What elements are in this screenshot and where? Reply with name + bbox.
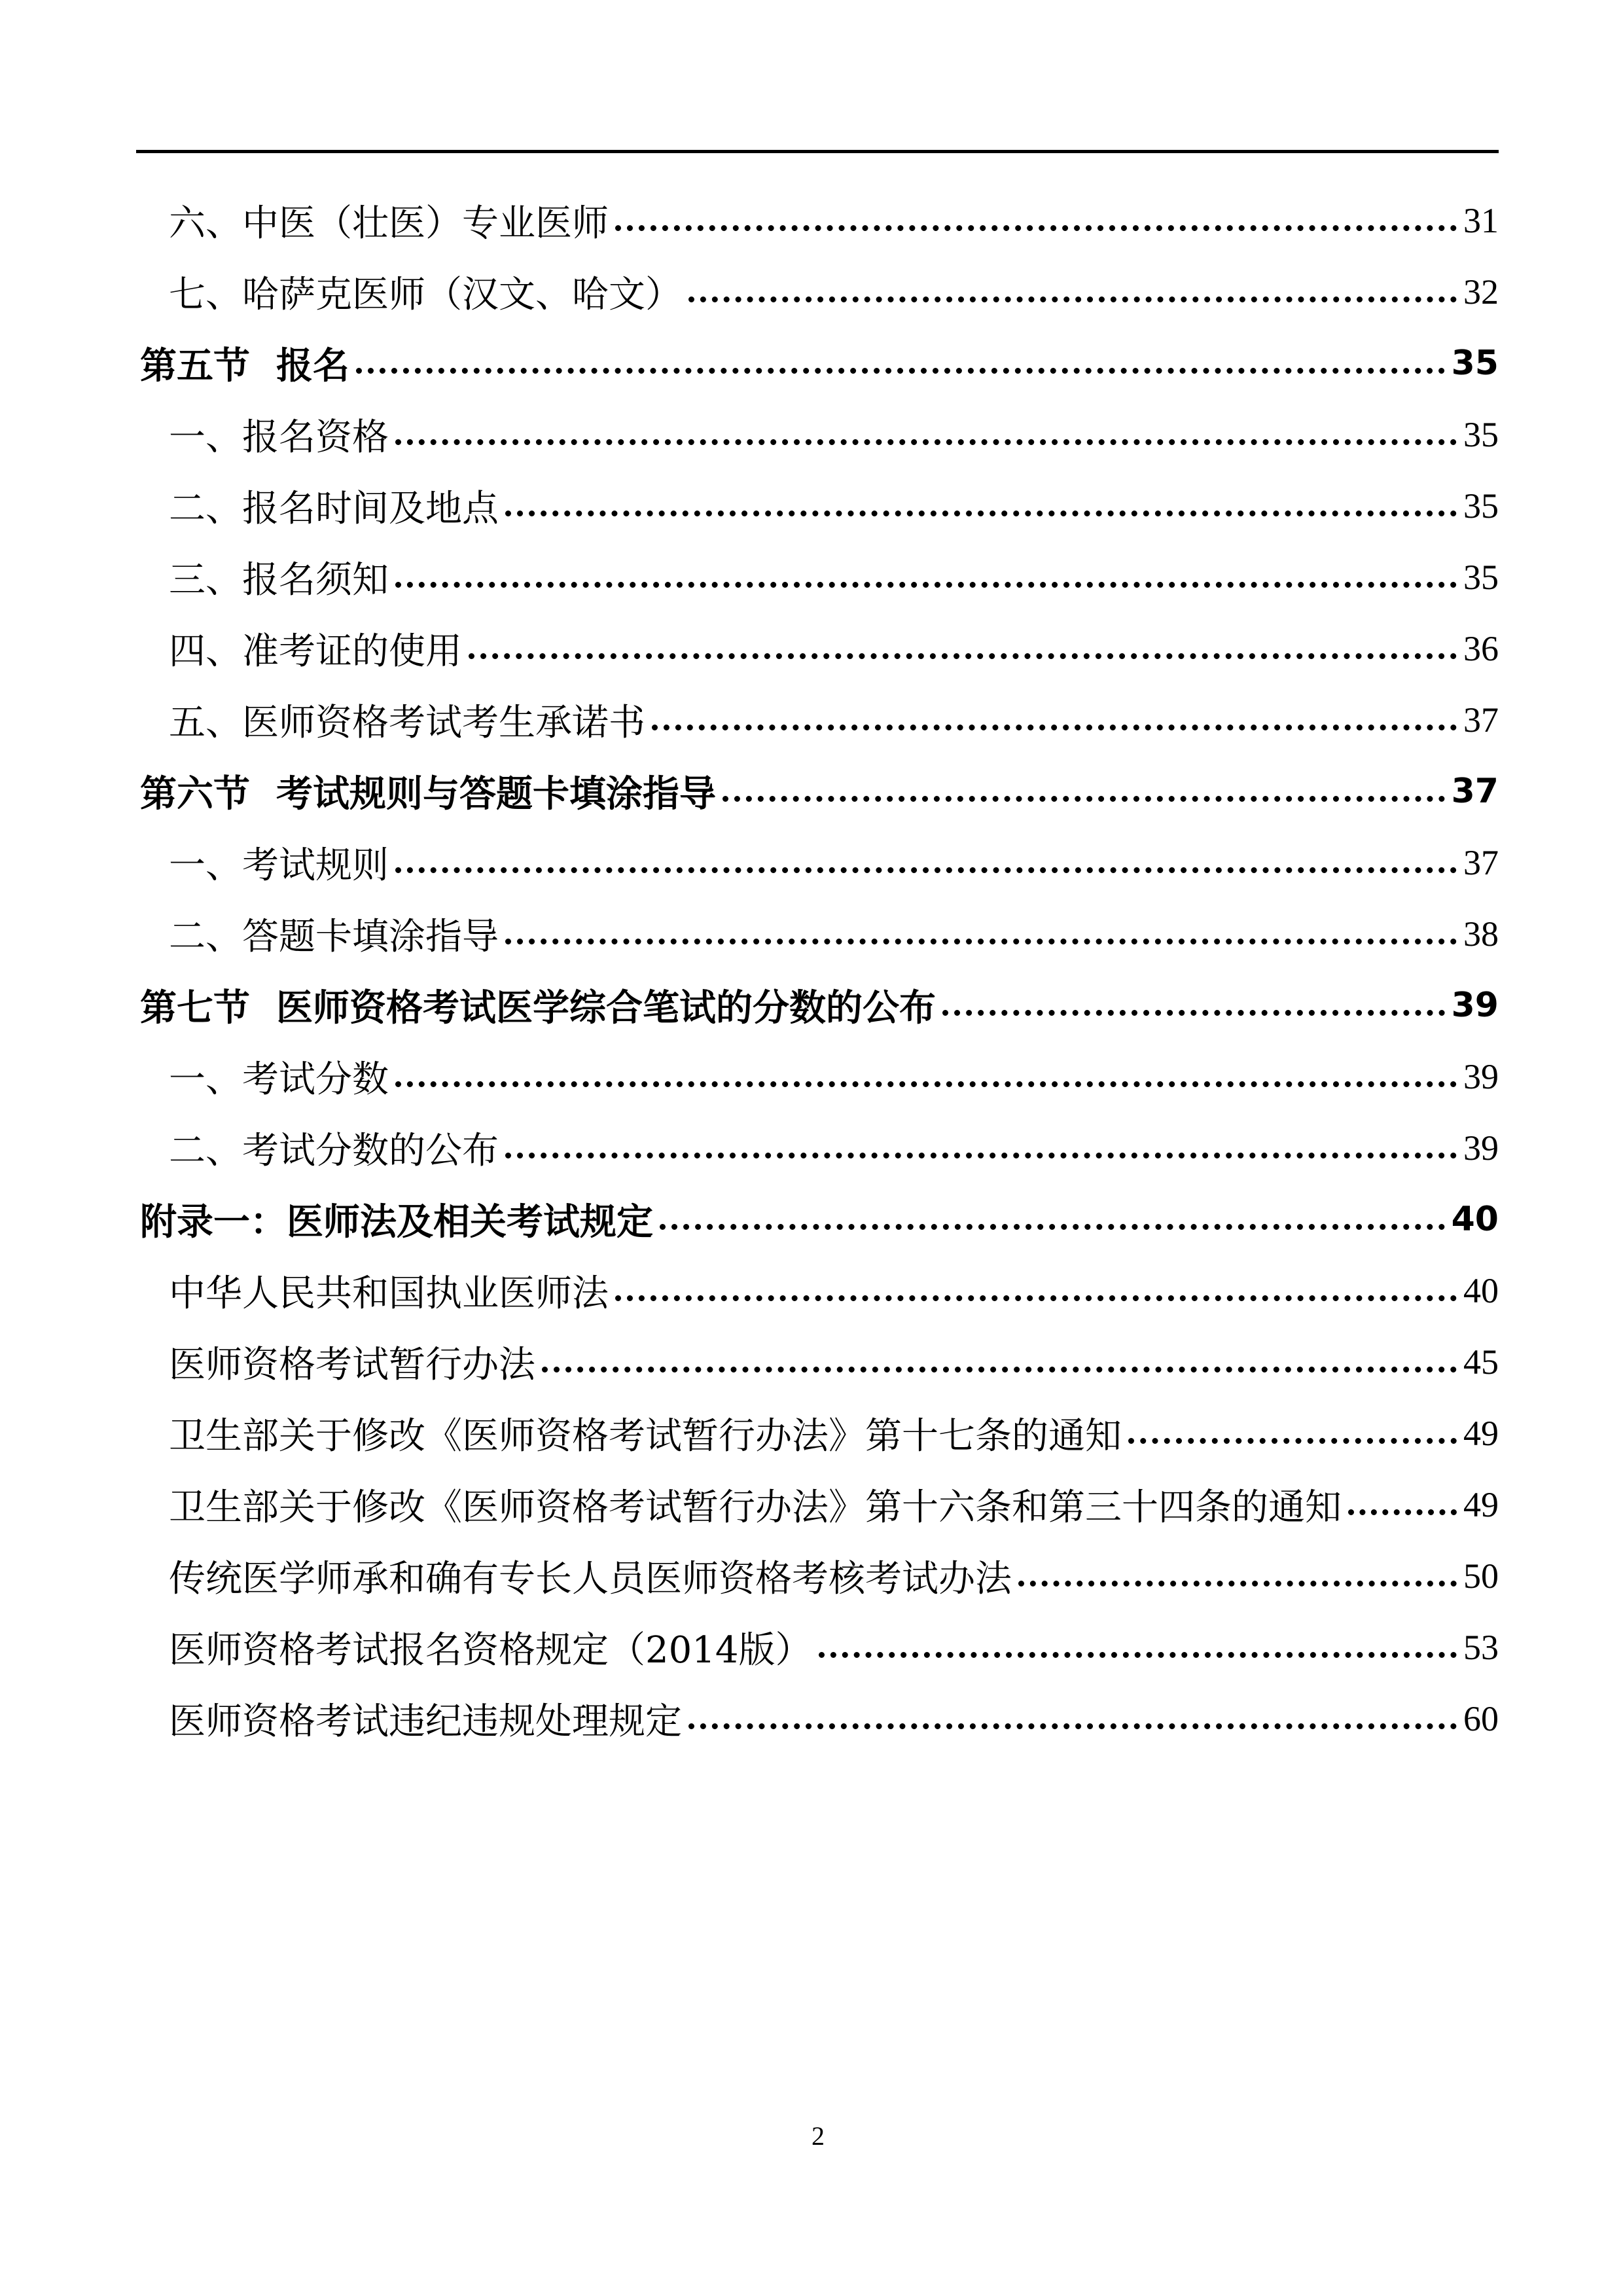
- toc-entry-prefix: 二、: [169, 915, 242, 958]
- table-of-contents: [136, 185, 1499, 1754]
- dot-leader: [505, 939, 1457, 944]
- toc-subsection-entry[interactable]: [136, 1326, 1499, 1397]
- dot-leader: [688, 296, 1457, 302]
- toc-entry-label: [169, 1122, 499, 1174]
- toc-entry-label: [140, 1193, 653, 1246]
- toc-entry-page: 39: [1463, 1056, 1499, 1096]
- dot-leader: [722, 796, 1445, 802]
- toc-entry-label: [169, 1693, 682, 1745]
- toc-entry-page: 40: [1463, 1270, 1499, 1310]
- toc-entry-prefix: 一、: [169, 416, 242, 459]
- toc-subsection-entry[interactable]: [136, 1255, 1499, 1326]
- toc-entry-label: [169, 1407, 1122, 1460]
- dot-leader: [356, 368, 1445, 374]
- toc-entry-label: [169, 266, 682, 318]
- dot-leader: [395, 439, 1457, 445]
- toc-entry-label: [169, 1479, 1342, 1531]
- toc-entry-title: 医师资格考试违纪违规处理规定: [169, 1700, 682, 1743]
- toc-entry-page: 53: [1463, 1627, 1499, 1667]
- toc-entry-page: 37: [1451, 771, 1499, 811]
- toc-entry-title: 卫生部关于修改《医师资格考试暂行办法》第十七条的通知: [169, 1414, 1122, 1458]
- toc-entry-prefix: 四、: [169, 630, 242, 673]
- toc-entry-page: 35: [1463, 557, 1499, 597]
- dot-leader: [660, 1224, 1445, 1230]
- dot-leader: [395, 867, 1457, 873]
- toc-entry-label: [140, 979, 936, 1031]
- toc-entry-prefix: 六、: [169, 202, 242, 245]
- toc-entry-label: [169, 1050, 389, 1103]
- toc-entry-page: 39: [1451, 985, 1499, 1025]
- toc-subsection-entry[interactable]: [136, 185, 1499, 256]
- dot-leader: [1128, 1438, 1457, 1444]
- toc-entry-page: 49: [1463, 1484, 1499, 1524]
- toc-entry-prefix: 二、: [169, 487, 242, 530]
- toc-entry-title: 卫生部关于修改《医师资格考试暂行办法》第十六条和第三十四条的通知: [169, 1486, 1342, 1529]
- dot-leader: [942, 1010, 1445, 1016]
- toc-subsection-entry[interactable]: [136, 1397, 1499, 1469]
- toc-entry-label: [169, 408, 389, 461]
- toc-subsection-entry[interactable]: [136, 1540, 1499, 1611]
- toc-subsection-entry[interactable]: [136, 827, 1499, 898]
- toc-entry-label: [169, 480, 499, 532]
- toc-entry-page: 31: [1463, 200, 1499, 240]
- toc-section-entry[interactable]: [136, 755, 1499, 827]
- dot-leader: [1348, 1509, 1457, 1515]
- toc-entry-prefix: 一、: [169, 1058, 242, 1101]
- toc-entry-title: 考试分数: [242, 1058, 389, 1101]
- toc-entry-prefix: 一、: [169, 844, 242, 887]
- toc-entry-page: 39: [1463, 1128, 1499, 1168]
- dot-leader: [542, 1367, 1457, 1372]
- toc-subsection-entry[interactable]: [136, 1469, 1499, 1540]
- toc-entry-page: 49: [1463, 1413, 1499, 1453]
- toc-entry-page: 50: [1463, 1556, 1499, 1596]
- dot-leader: [1018, 1581, 1457, 1587]
- toc-section-entry[interactable]: [136, 1183, 1499, 1255]
- toc-entry-prefix: 七、: [169, 273, 242, 316]
- dot-leader: [469, 653, 1457, 659]
- toc-subsection-entry[interactable]: [136, 1683, 1499, 1754]
- toc-entry-title: 附录一：医师法及相关考试规定: [140, 1200, 653, 1244]
- toc-entry-page: 35: [1463, 486, 1499, 526]
- toc-entry-title: 考试规则与答题卡填涂指导: [276, 772, 716, 816]
- toc-entry-prefix: 第五节: [140, 344, 250, 387]
- toc-entry-label: [169, 1550, 1012, 1602]
- toc-entry-title: 传统医学师承和确有专长人员医师资格考核考试办法: [169, 1557, 1012, 1600]
- toc-entry-title: 中医（壮医）专业医师: [242, 202, 609, 245]
- toc-entry-title: 报名时间及地点: [242, 487, 499, 530]
- toc-entry-prefix: 第七节: [140, 986, 250, 1030]
- toc-subsection-entry[interactable]: [136, 256, 1499, 327]
- toc-entry-page: 37: [1463, 700, 1499, 740]
- toc-entry-label: [169, 908, 499, 960]
- dot-leader: [819, 1652, 1457, 1658]
- toc-entry-title: 医师资格考试考生承诺书: [242, 701, 645, 744]
- toc-entry-title: 报名资格: [242, 416, 389, 459]
- toc-entry-title: 哈萨克医师（汉文、哈文）: [242, 273, 682, 316]
- dot-leader: [395, 1081, 1457, 1087]
- toc-entry-page: 37: [1463, 842, 1499, 882]
- toc-subsection-entry[interactable]: [136, 684, 1499, 755]
- toc-entry-label: [169, 194, 609, 247]
- toc-subsection-entry[interactable]: [136, 470, 1499, 541]
- header-rule: [136, 150, 1499, 153]
- toc-entry-title: 医师资格考试医学综合笔试的分数的公布: [276, 986, 936, 1030]
- toc-entry-label: [169, 551, 389, 603]
- dot-leader: [652, 725, 1457, 730]
- toc-section-entry[interactable]: [136, 969, 1499, 1041]
- page-number: 2: [812, 2121, 825, 2151]
- toc-entry-page: 40: [1451, 1199, 1499, 1239]
- dot-leader: [395, 582, 1457, 588]
- toc-section-entry[interactable]: [136, 327, 1499, 399]
- toc-entry-page: 35: [1451, 343, 1499, 383]
- toc-entry-prefix: 二、: [169, 1129, 242, 1172]
- dot-leader: [505, 1153, 1457, 1158]
- toc-entry-label: [169, 1265, 609, 1317]
- toc-entry-label: [140, 337, 349, 389]
- toc-subsection-entry[interactable]: [136, 1112, 1499, 1183]
- toc-entry-page: 60: [1463, 1698, 1499, 1738]
- toc-entry-label: [169, 694, 645, 746]
- toc-entry-page: 38: [1463, 914, 1499, 954]
- toc-entry-page: 32: [1463, 272, 1499, 312]
- toc-entry-title: 医师资格考试暂行办法: [169, 1343, 535, 1386]
- toc-entry-title: 医师资格考试报名资格规定（2014版）: [169, 1628, 812, 1672]
- toc-entry-title: 考试分数的公布: [242, 1129, 499, 1172]
- toc-subsection-entry[interactable]: [136, 541, 1499, 613]
- toc-entry-title: 考试规则: [242, 844, 389, 887]
- toc-entry-label: [169, 622, 462, 675]
- toc-entry-label: [169, 1621, 812, 1674]
- toc-subsection-entry[interactable]: [136, 1041, 1499, 1112]
- dot-leader: [615, 225, 1457, 231]
- toc-subsection-entry[interactable]: [136, 898, 1499, 969]
- toc-subsection-entry[interactable]: [136, 613, 1499, 684]
- toc-entry-title: 报名须知: [242, 558, 389, 601]
- toc-subsection-entry[interactable]: [136, 1611, 1499, 1683]
- toc-entry-prefix: 五、: [169, 701, 242, 744]
- toc-entry-page: 35: [1463, 414, 1499, 454]
- toc-entry-page: 36: [1463, 628, 1499, 668]
- dot-leader: [505, 511, 1457, 516]
- toc-entry-label: [169, 836, 389, 889]
- toc-entry-title: 准考证的使用: [242, 630, 462, 673]
- toc-entry-page: 45: [1463, 1342, 1499, 1382]
- toc-entry-label: [169, 1336, 535, 1388]
- dot-leader: [615, 1295, 1457, 1301]
- dot-leader: [688, 1723, 1457, 1729]
- toc-entry-title: 答题卡填涂指导: [242, 915, 499, 958]
- toc-entry-title: 报名: [276, 344, 349, 387]
- toc-entry-prefix: 第六节: [140, 772, 250, 816]
- toc-subsection-entry[interactable]: [136, 399, 1499, 470]
- toc-entry-prefix: 三、: [169, 558, 242, 601]
- toc-entry-label: [140, 765, 716, 817]
- toc-entry-title: 中华人民共和国执业医师法: [169, 1272, 609, 1315]
